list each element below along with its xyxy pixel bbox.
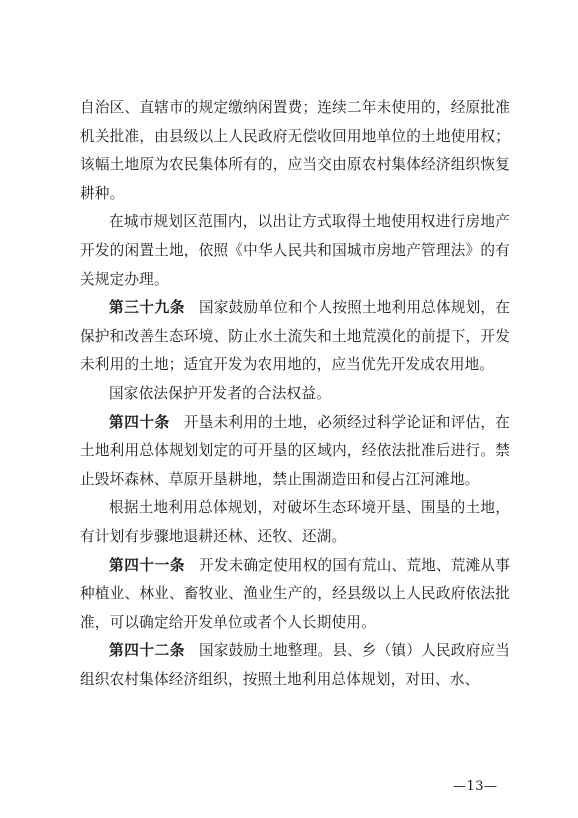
article-41 <box>80 552 510 638</box>
paragraph-4-text: 国家依法保护开发者的合法权益。 <box>109 384 331 402</box>
article-40 <box>80 409 510 495</box>
paragraph-6-text: 根据土地利用总体规划，对破坏生态环境开垦、围垦的土地，有计划有步骤地退耕还林、还牧、还湖。 <box>80 499 510 545</box>
article-41-text: 开发未确定使用权的国有荒山、荒地、荒滩从事种植业、林业、畜牧业、渔业生产的，经县级以上人民政府依法批准，可以确定给开发单位或者个人长期使用。 <box>80 556 510 631</box>
paragraph-1 <box>80 94 510 208</box>
paragraph-2-text: 在城市规划区范围内，以出让方式取得土地使用权进行房地产开发的闲置土地，依照《中华人民共和国城市房地产管理法》的有关规定办理。 <box>80 213 510 288</box>
document-body <box>80 94 510 694</box>
article-40-number: 第四十条 <box>109 413 170 431</box>
page-number: —13— <box>453 779 498 794</box>
article-41-number: 第四十一条 <box>109 556 186 574</box>
article-42-number: 第四十二条 <box>109 642 186 660</box>
article-40-text: 开垦未利用的土地，必须经过科学论证和评估，在土地利用总体规划划定的可开垦的区域内，经依法批准后进行。禁止毁坏森林、草原开垦耕地，禁止围湖造田和侵占江河滩地。 <box>80 413 511 488</box>
article-42-text: 国家鼓励土地整理。县、乡（镇）人民政府应当组织农村集体经济组织，按照土地利用总体规划，对田、水、 <box>80 642 510 688</box>
paragraph-1-text: 自治区、直辖市的规定缴纳闲置费；连续二年未使用的，经原批准机关批准，由县级以上人民政府无偿收回用地单位的土地使用权；该幅土地原为农民集体所有的，应当交由原农村集体经济组织恢复耕种。 <box>80 99 510 202</box>
article-39 <box>80 294 510 380</box>
article-39-text: 国家鼓励单位和个人按照土地利用总体规划，在保护和改善生态环境、防止水土流失和土地荒漠化的前提下，开发未利用的土地；适宜开发为农用地的，应当优先开发成农用地。 <box>80 299 510 374</box>
paragraph-4 <box>80 380 510 409</box>
article-42 <box>80 637 510 694</box>
article-39-number: 第三十九条 <box>109 299 186 317</box>
paragraph-2 <box>80 208 510 294</box>
paragraph-6 <box>80 494 510 551</box>
